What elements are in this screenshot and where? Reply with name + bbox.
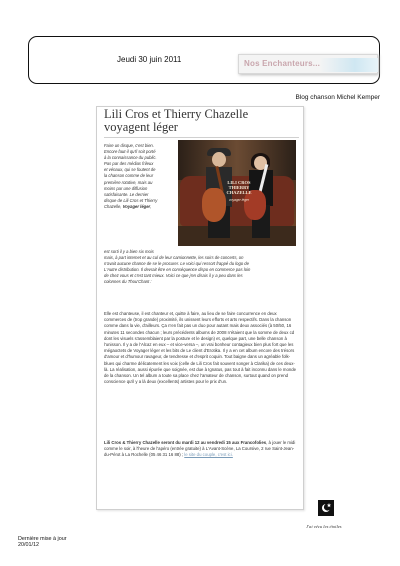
signature: J'ai vécu les étoiles: [306, 524, 342, 529]
intro-line: première rotative, mais au: [104, 179, 153, 185]
photo-wall: [178, 140, 296, 180]
cover-subtitle: voyager léger: [229, 198, 249, 202]
intro-continued: [104, 249, 299, 286]
intro-line: Encore faut-il qu'il soit porté: [104, 149, 156, 155]
cover-title-line: CHAZELLE: [226, 190, 252, 195]
intro-line: [104, 204, 172, 210]
blog-name: Blog chanson Michel Kemper: [295, 94, 380, 101]
title-divider: [104, 137, 299, 138]
intro-album-suffix: ,: [150, 203, 152, 209]
intro-line: et vénaux, qui se foutent de: [104, 167, 156, 173]
article-title-line1: Lili Cros et Thierry Chazelle: [104, 107, 249, 121]
last-update: [18, 536, 67, 549]
intro-line: Pas par des médias frileux: [104, 161, 154, 167]
header-date: Jeudi 30 juin 2011: [117, 55, 182, 64]
article-title-line2: voyagent léger: [104, 120, 178, 134]
concert-info-paragraph: [104, 440, 299, 459]
couple-site-link[interactable]: le site du couple, c'est ici.: [184, 452, 233, 458]
cover-title-line: LILI CROS: [227, 180, 251, 185]
album-title: Voyager léger: [122, 203, 151, 209]
last-update-date: 20/01/12: [18, 542, 39, 549]
article-title: [104, 108, 299, 134]
intro-line: mais, à part internet et au cul de leur camionnette, les soirs de concerts, on: [104, 255, 244, 261]
last-update-label: Dernière mise à jour: [18, 536, 67, 542]
intro-line: est sorti il y a bien six mois: [104, 249, 154, 254]
photo-guitar: [202, 188, 226, 222]
photo-man-head: [212, 152, 226, 167]
intro-line: à la connaissance du public.: [104, 155, 157, 161]
concert-info-text: , à jouer le midi comme le soir, à l'heure de l'apéro (entrée gratuite) à L'Avant-Scène, La Coursive, 2 rue Saint-Jean-du-Pérot à La Rochelle (05 46 31 16 88) ;: [104, 440, 296, 458]
photo-floor: [178, 226, 296, 246]
header-box: [28, 36, 380, 84]
intro-text: [104, 143, 172, 210]
cover-title: [225, 180, 253, 195]
intro-line: n'avait aucune chance de se le procurer. Le voici qui ressort frappé du logo de: [104, 261, 249, 267]
intro-line: colonnes du Thou'Chant :: [104, 279, 152, 285]
intro-line: disque de Lili Cros et Thierry: [104, 197, 158, 203]
intro-line: Faire un disque, c'est bien.: [104, 143, 154, 148]
intro-line: satisfaisante. Le dernier: [104, 191, 149, 197]
cover-title-line: THIERRY: [228, 185, 250, 190]
intro-line: L'Autre distribution. Il devrait être en conséquence dispo en commerce pas loin: [104, 267, 251, 273]
intro-line: la chanson comme de leur: [104, 173, 154, 179]
star-logo-icon: [318, 500, 334, 516]
site-logo[interactable]: [238, 54, 378, 74]
review-paragraph: Elle est chanteuse, il est chanteur et, quitte à faire, au lieu de se faire concurrence en deux commerces de (trop grande) proximité, ils unissent leurs efforts et arts respectifs. Dans la chanson comme dans la vie, d'ailleurs. Ça n'en fait pas un duo pour autant mais deux associés (à 50/50, 16 minutes 11 secondes chacun ; leurs précédents albums de 2008 n'étaient que la somme de deux cd dont les visuels s'assemblaient par la posture et le design) et, quelque part, une belle chanson à l'unisson. Il y a de l'Alcaz en eux – et vice-versa –, un vrai bonheur contagieux bien plus fort que les mégaoctets de Voyager léger et les bits de Le client d'Erotika. Il y a en cet album encore des trésors d'amour et d'humour ravageur, de tendresse et d'esprit coquin. Tout baigne dans un agréable folk-blues qui charme délicatement les voix (celle de Lili Cros fait souvent songer à Clarika) de ces deux-là. La réalisation, aussi épurée que soignée, est due à Ignatus, pas tout à fait inconnu dans le monde de la chanson. Un tel album a toute sa place chez l'amateur de chanson, surtout quand on prend conscience qu'il y a là deux (excellents) artistes pour le prix d'un.: [104, 311, 297, 385]
site-logo-text: Nos Enchanteurs...: [244, 59, 321, 68]
album-cover-photo: [178, 140, 296, 246]
concert-info-bold: Lili Cros & Thierry Chazelle seront du mardi 12 au vendredi 15 aux Francofolies: [104, 440, 267, 445]
intro-line: de chez vous et c'est tant mieux. Voici ce que j'en disais il y a peu dans les: [104, 273, 243, 279]
logo-sky-image: [320, 58, 378, 72]
intro-album-prefix: Chazelle,: [104, 203, 123, 209]
intro-line: moins par une diffusion: [104, 185, 148, 191]
